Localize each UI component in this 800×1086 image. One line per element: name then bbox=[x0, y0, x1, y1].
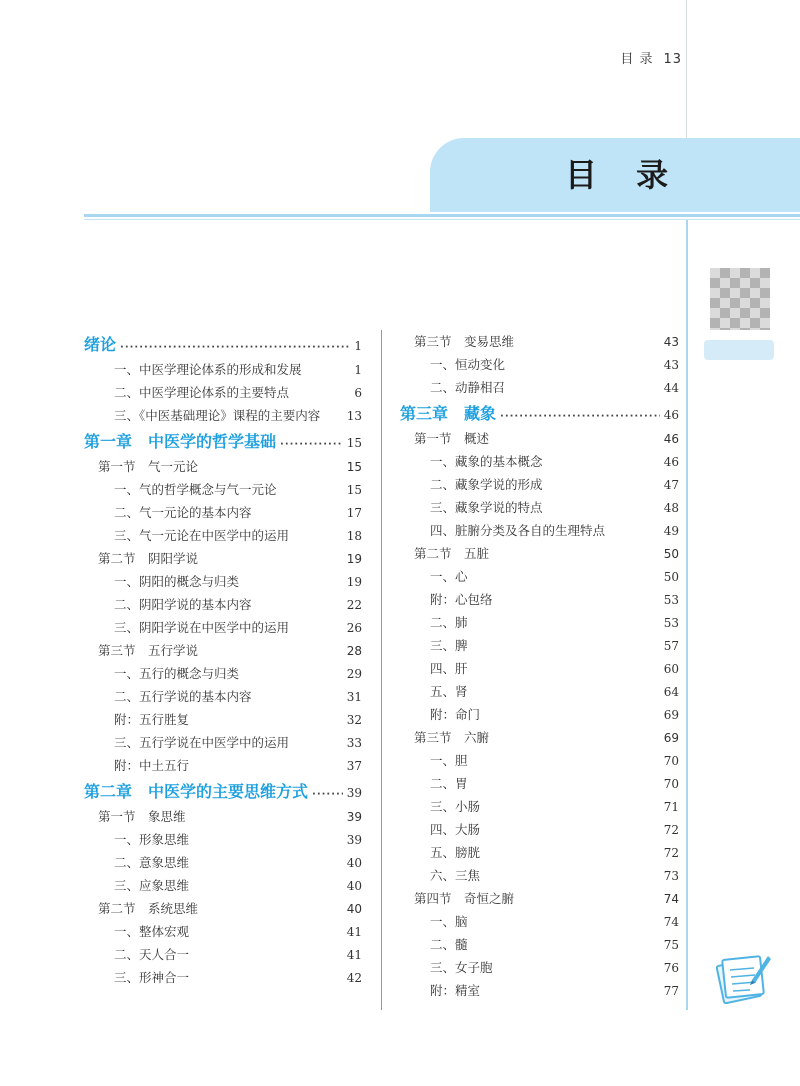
toc-item bbox=[400, 475, 679, 498]
toc-entry-title: 一、气的哲学概念与气一元论 bbox=[114, 482, 277, 497]
toc-entry-page: 40 bbox=[346, 902, 362, 916]
toc-entry-page: 15 bbox=[346, 436, 362, 450]
toc-entry-page: 50 bbox=[663, 570, 679, 584]
toc-entry-page: 26 bbox=[346, 621, 362, 635]
toc-entry-title: 二、气一元论的基本内容 bbox=[114, 505, 252, 520]
toc-entry-title: 附：中土五行 bbox=[114, 758, 190, 773]
toc-entry-title: 五、膀胱 bbox=[430, 845, 481, 860]
toc-item bbox=[84, 830, 362, 853]
toc-chapter bbox=[84, 779, 362, 807]
toc-entry-title: 一、脑 bbox=[430, 914, 468, 929]
toc-entry-page: 57 bbox=[663, 639, 679, 653]
toc-entry-title: 六、三焦 bbox=[430, 868, 481, 883]
toc-entry-title: 第三节 六腑 bbox=[414, 730, 490, 745]
toc-entry-title: 四、肝 bbox=[430, 661, 468, 676]
toc-item bbox=[84, 503, 362, 526]
toc-entry-page: 1 bbox=[354, 339, 362, 353]
toc-entry-page: 70 bbox=[663, 777, 679, 791]
toc-item bbox=[84, 968, 362, 991]
toc-entry-title: 二、藏象学说的形成 bbox=[430, 477, 543, 492]
toc-entry-page: 39 bbox=[346, 810, 362, 824]
toc-section bbox=[400, 429, 679, 452]
title-rule-thin bbox=[84, 219, 800, 220]
toc-entry-title: 一、形象思维 bbox=[114, 832, 190, 847]
toc-entry-page: 39 bbox=[346, 786, 362, 800]
toc-entry-title: 第一节 象思维 bbox=[98, 809, 186, 824]
toc-entry-page: 75 bbox=[663, 938, 679, 952]
toc-item bbox=[400, 981, 679, 1004]
dot-leader bbox=[312, 789, 343, 800]
toc-item bbox=[400, 751, 679, 774]
title-rule bbox=[84, 214, 800, 217]
toc-chapter bbox=[84, 429, 362, 457]
toc-entry-page: 64 bbox=[663, 685, 679, 699]
toc-item bbox=[84, 664, 362, 687]
toc-item bbox=[400, 659, 679, 682]
notebook-pencil-icon bbox=[716, 950, 772, 1004]
toc-entry-page: 32 bbox=[346, 713, 362, 727]
toc-chapter bbox=[84, 332, 362, 360]
toc-entry-page: 69 bbox=[663, 731, 679, 745]
toc-item bbox=[400, 498, 679, 521]
toc-entry-title: 第二章 中医学的主要思维方式 bbox=[84, 782, 309, 801]
toc-item bbox=[400, 636, 679, 659]
toc-entry-title: 第二节 五脏 bbox=[414, 546, 490, 561]
toc-item bbox=[400, 521, 679, 544]
toc-section bbox=[400, 728, 679, 751]
toc-entry-title: 四、脏腑分类及各自的生理特点 bbox=[430, 523, 606, 538]
toc-entry-title: 二、五行学说的基本内容 bbox=[114, 689, 252, 704]
page-title: 目 录 bbox=[565, 156, 683, 194]
toc-item bbox=[84, 710, 362, 733]
toc-section bbox=[84, 899, 362, 922]
toc-item bbox=[84, 853, 362, 876]
toc-entry-page: 43 bbox=[663, 335, 679, 349]
toc-entry-title: 第二节 阴阳学说 bbox=[98, 551, 199, 566]
toc-entry-page: 48 bbox=[663, 501, 679, 515]
toc-item bbox=[400, 958, 679, 981]
toc-entry-title: 二、肺 bbox=[430, 615, 468, 630]
toc-section bbox=[84, 641, 362, 664]
toc-item bbox=[84, 383, 362, 406]
toc-entry-page: 37 bbox=[346, 759, 362, 773]
qr-code-blurred bbox=[710, 268, 770, 330]
toc-item bbox=[400, 567, 679, 590]
dot-leader bbox=[120, 342, 350, 353]
toc-entry-title: 一、心 bbox=[430, 569, 468, 584]
toc-entry-title: 二、胃 bbox=[430, 776, 468, 791]
toc-entry-title: 第二节 系统思维 bbox=[98, 901, 199, 916]
toc-entry-page: 19 bbox=[346, 552, 362, 566]
toc-entry-title: 三、阴阳学说在中医学中的运用 bbox=[114, 620, 290, 635]
toc-section bbox=[400, 889, 679, 912]
toc-entry-page: 19 bbox=[346, 575, 362, 589]
toc-section bbox=[84, 807, 362, 830]
toc-item bbox=[84, 526, 362, 549]
toc-item bbox=[400, 613, 679, 636]
toc-entry-title: 一、中医学理论体系的形成和发展 bbox=[114, 362, 302, 377]
toc-item bbox=[400, 378, 679, 401]
toc-item bbox=[84, 945, 362, 968]
toc-entry-page: 18 bbox=[346, 529, 362, 543]
toc-entry-title: 三、五行学说在中医学中的运用 bbox=[114, 735, 290, 750]
toc-item bbox=[84, 595, 362, 618]
toc-item bbox=[400, 682, 679, 705]
toc-entry-title: 四、大肠 bbox=[430, 822, 481, 837]
toc-item bbox=[400, 935, 679, 958]
toc-entry-title: 二、动静相召 bbox=[430, 380, 506, 395]
toc-entry-page: 29 bbox=[346, 667, 362, 681]
toc-entry-page: 17 bbox=[346, 506, 362, 520]
toc-entry-page: 44 bbox=[663, 381, 679, 395]
toc-chapter bbox=[400, 401, 679, 429]
toc-entry-title: 三、脾 bbox=[430, 638, 468, 653]
toc-item bbox=[84, 922, 362, 945]
toc-entry-page: 70 bbox=[663, 754, 679, 768]
toc-entry-page: 69 bbox=[663, 708, 679, 722]
toc-entry-page: 1 bbox=[354, 363, 362, 377]
toc-item bbox=[84, 733, 362, 756]
toc-entry-page: 15 bbox=[346, 460, 362, 474]
toc-item bbox=[400, 452, 679, 475]
toc-item bbox=[400, 797, 679, 820]
margin-vertical-rule bbox=[686, 220, 688, 1010]
toc-entry-title: 一、恒动变化 bbox=[430, 357, 506, 372]
toc-entry-page: 41 bbox=[346, 948, 362, 962]
toc-entry-title: 一、胆 bbox=[430, 753, 468, 768]
toc-item bbox=[400, 912, 679, 935]
toc-entry-title: 二、髓 bbox=[430, 937, 468, 952]
toc-section bbox=[84, 549, 362, 572]
top-vertical-rule bbox=[686, 0, 687, 140]
toc-entry-page: 15 bbox=[346, 483, 362, 497]
toc-entry-page: 72 bbox=[663, 846, 679, 860]
running-header-label: 目 录 bbox=[620, 52, 654, 67]
toc-item bbox=[84, 572, 362, 595]
toc-entry-title: 五、肾 bbox=[430, 684, 468, 699]
toc-entry-page: 6 bbox=[354, 386, 362, 400]
toc-entry-page: 46 bbox=[663, 408, 679, 422]
toc-section bbox=[400, 332, 679, 355]
toc-entry-page: 49 bbox=[663, 524, 679, 538]
toc-entry-page: 46 bbox=[663, 455, 679, 469]
toc-entry-page: 40 bbox=[346, 879, 362, 893]
toc-entry-title: 三、《中医基础理论》课程的主要内容 bbox=[114, 408, 321, 423]
toc-column-right bbox=[400, 332, 679, 1004]
toc-item bbox=[84, 360, 362, 383]
column-divider bbox=[381, 330, 382, 1010]
toc-entry-title: 二、意象思维 bbox=[114, 855, 190, 870]
toc-entry-page: 76 bbox=[663, 961, 679, 975]
toc-entry-title: 三、气一元论在中医学中的运用 bbox=[114, 528, 290, 543]
toc-item bbox=[400, 820, 679, 843]
toc-entry-page: 43 bbox=[663, 358, 679, 372]
toc-entry-title: 第三节 五行学说 bbox=[98, 643, 199, 658]
toc-item bbox=[400, 590, 679, 613]
toc-column-left bbox=[84, 332, 362, 991]
toc-entry-page: 53 bbox=[663, 593, 679, 607]
toc-entry-page: 60 bbox=[663, 662, 679, 676]
toc-item bbox=[84, 876, 362, 899]
toc-item bbox=[84, 480, 362, 503]
toc-entry-title: 一、五行的概念与归类 bbox=[114, 666, 240, 681]
toc-entry-title: 第一节 气一元论 bbox=[98, 459, 199, 474]
toc-section bbox=[84, 457, 362, 480]
blurred-caption bbox=[704, 340, 774, 360]
toc-entry-title: 附：精室 bbox=[430, 983, 481, 998]
toc-entry-page: 50 bbox=[663, 547, 679, 561]
page-number: 13 bbox=[663, 52, 682, 67]
toc-entry-title: 附：五行胜复 bbox=[114, 712, 190, 727]
toc-entry-page: 33 bbox=[346, 736, 362, 750]
toc-entry-page: 73 bbox=[663, 869, 679, 883]
toc-item bbox=[400, 774, 679, 797]
toc-entry-title: 附：心包络 bbox=[430, 592, 493, 607]
toc-entry-title: 三、小肠 bbox=[430, 799, 481, 814]
toc-entry-title: 三、应象思维 bbox=[114, 878, 190, 893]
toc-entry-page: 74 bbox=[663, 892, 679, 906]
toc-item bbox=[400, 843, 679, 866]
toc-entry-title: 三、女子胞 bbox=[430, 960, 493, 975]
toc-entry-page: 42 bbox=[346, 971, 362, 985]
toc-entry-page: 39 bbox=[346, 833, 362, 847]
toc-entry-page: 28 bbox=[346, 644, 362, 658]
toc-entry-title: 一、阴阳的概念与归类 bbox=[114, 574, 240, 589]
toc-entry-title: 第四节 奇恒之腑 bbox=[414, 891, 515, 906]
toc-item bbox=[84, 618, 362, 641]
toc-entry-title: 附：命门 bbox=[430, 707, 481, 722]
toc-entry-title: 二、阴阳学说的基本内容 bbox=[114, 597, 252, 612]
dot-leader bbox=[500, 411, 660, 422]
toc-entry-page: 53 bbox=[663, 616, 679, 630]
toc-entry-page: 47 bbox=[663, 478, 679, 492]
toc-item bbox=[84, 406, 362, 429]
toc-entry-title: 一、整体宏观 bbox=[114, 924, 190, 939]
toc-item bbox=[84, 687, 362, 710]
toc-entry-title: 第一章 中医学的哲学基础 bbox=[84, 432, 277, 451]
toc-entry-page: 72 bbox=[663, 823, 679, 837]
dot-leader bbox=[280, 439, 343, 450]
toc-entry-page: 13 bbox=[346, 409, 362, 423]
toc-entry-title: 一、藏象的基本概念 bbox=[430, 454, 543, 469]
toc-entry-page: 46 bbox=[663, 432, 679, 446]
toc-entry-title: 二、中医学理论体系的主要特点 bbox=[114, 385, 290, 400]
toc-entry-page: 40 bbox=[346, 856, 362, 870]
toc-entry-title: 三、藏象学说的特点 bbox=[430, 500, 543, 515]
running-header bbox=[620, 48, 682, 67]
toc-entry-title: 第一节 概述 bbox=[414, 431, 490, 446]
toc-entry-page: 77 bbox=[663, 984, 679, 998]
toc-item bbox=[400, 705, 679, 728]
toc-entry-page: 31 bbox=[346, 690, 362, 704]
toc-entry-page: 22 bbox=[346, 598, 362, 612]
toc-entry-title: 第三章 藏象 bbox=[400, 404, 497, 423]
toc-item bbox=[400, 355, 679, 378]
toc-entry-title: 二、天人合一 bbox=[114, 947, 190, 962]
toc-item bbox=[400, 866, 679, 889]
toc-entry-title: 第三节 变易思维 bbox=[414, 334, 515, 349]
toc-section bbox=[400, 544, 679, 567]
toc-entry-title: 三、形神合一 bbox=[114, 970, 190, 985]
toc-entry-page: 74 bbox=[663, 915, 679, 929]
toc-entry-page: 41 bbox=[346, 925, 362, 939]
toc-entry-title: 绪论 bbox=[84, 335, 117, 354]
toc-item bbox=[84, 756, 362, 779]
toc-entry-page: 71 bbox=[663, 800, 679, 814]
